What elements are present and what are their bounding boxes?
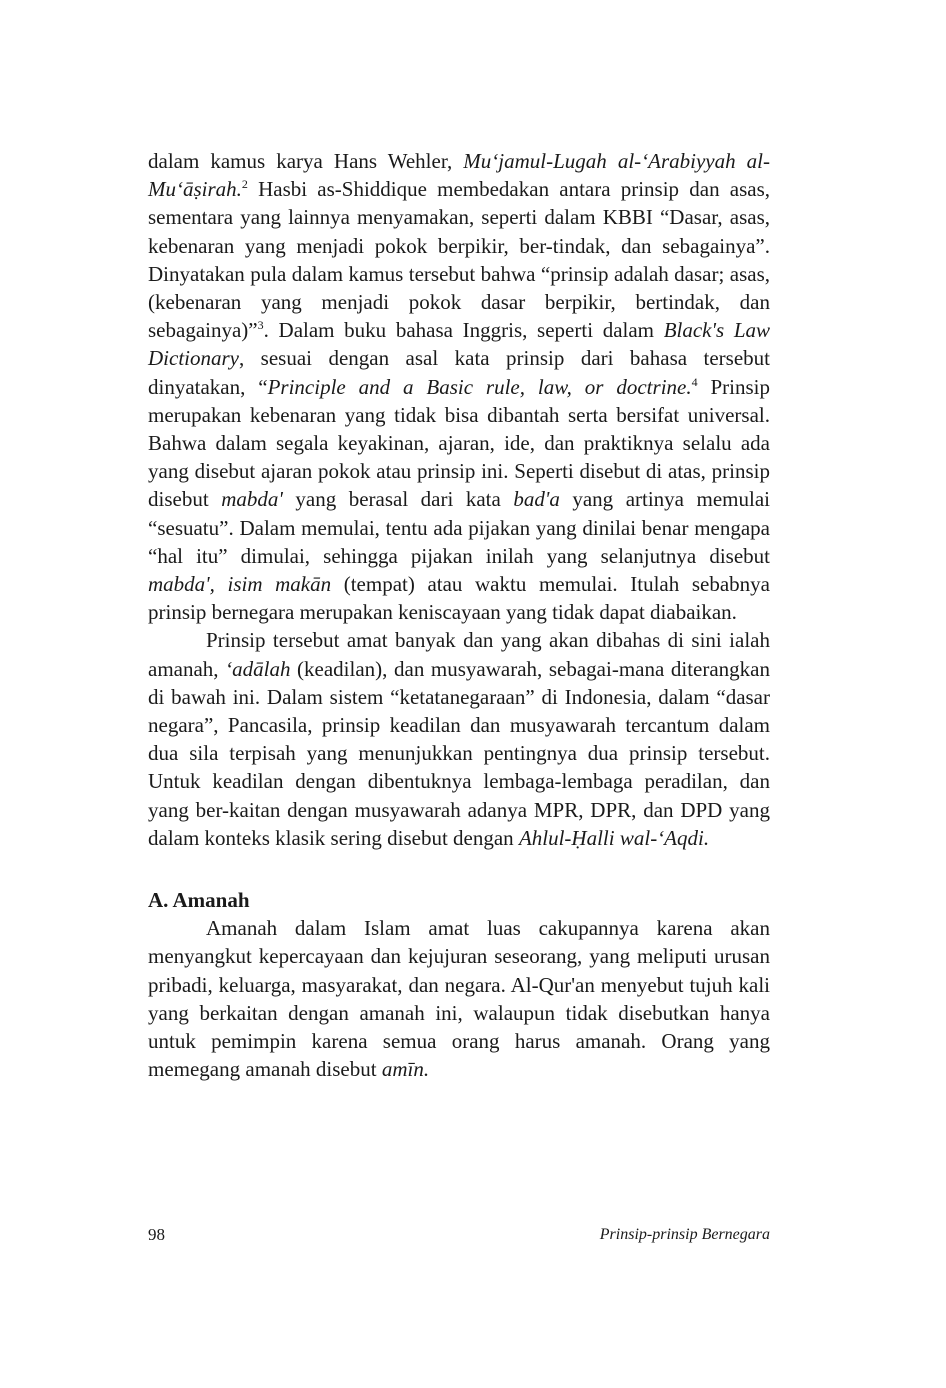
text-run: , sesuai dengan asal kata prinsip dari bahasa tersebut dinyatakan, “ [148,346,770,399]
italic-term: mabda', isim makān [148,572,332,597]
body-text [148,147,770,1084]
footnote-ref: 2 [241,177,248,192]
italic-term: ‘adālah [225,656,291,681]
text-run: (tempat) atau waktu memulai. Itulah sebabnya prinsip bernegara merupakan keniscayaan yang tidak dapat diabaikan. [148,572,770,625]
text-run: Prinsip tersebut amat banyak dan yang akan dibahas di sini ialah amanah, [148,628,770,681]
text-run: . Dalam buku bahasa Inggris, seperti dalam [263,318,664,343]
page-number: 98 [148,1225,165,1244]
paragraph-1 [148,147,770,626]
italic-term: Principle and a Basic rule, law, or doctrine. [267,374,692,399]
italic-term: amīn. [381,1057,430,1082]
text-run: Prinsip merupakan kebenaran yang tidak bisa dibantah serta bersifat universal. Bahwa dalam segala keyakinan, ajaran, ide, dan praktiknya selalu ada yang disebut ajaran pokok atau prinsip ini. Seperti disebut di atas, prinsip disebut [148,374,771,512]
text-run: Amanah dalam Islam amat luas cakupannya karena akan menyangkut kepercayaan dan kejujuran seseorang, yang meliputi urusan pribadi, keluarga, masyarakat, dan negara. Al-Qur'an menyebut tujuh kali yang berkaitan dengan amanah ini, walaupun tidak disebutkan hanya untuk pemimpin karena semua orang harus amanah. Orang yang memegang amanah disebut [148,916,770,1082]
section-heading: A. Amanah [148,888,250,913]
italic-term: mabda' [221,487,283,512]
text-run: yang artinya memulai “sesuatu”. Dalam memulai, tentu ada pijakan yang dinilai benar mengapa “hal itu” dimulai, sehingga pijakan inilah yang selanjutnya disebut [148,487,770,568]
italic-term: bad'a [513,487,560,512]
footnote-ref: 4 [691,374,698,389]
text-run: dalam kamus karya Hans Wehler, [148,149,464,173]
italic-term: Ahlul-Ḥalli wal-‘Aqdi. [518,825,710,850]
text-run: Hasbi as-Shiddique membedakan antara prinsip dan asas, sementara yang lainnya menyamakan, seperti dalam KBBI “Dasar, asas, kebenaran yang menjadi pokok berpikir, ber-tindak, dan sebagainya”. Dinyatakan pula dalam kamus tersebut bahwa “prinsip adalah dasar; asas, (kebenaran yang menjadi pokok dasar berpikir, bertindak, dan sebagainya)” [148,177,770,343]
footnote-ref: 3 [257,318,264,333]
running-title: Prinsip-prinsip Bernegara [599,1226,770,1243]
text-run: (keadilan), dan musyawarah, sebagai-mana diterangkan di bawah ini. Dalam sistem “ketatanegaraan” di Indonesia, dalam “dasar negara”, Pancasila, prinsip keadilan dan musyawarah tercantum dalam dua sila terpisah yang menunjukkan pentingnya dua prinsip tersebut. Untuk keadilan dengan dibentuknya lembaga-lembaga peradilan, dan yang ber-kaitan dengan musyawarah adanya MPR, DPR, dan DPD yang dalam konteks klasik sering disebut dengan [148,656,771,850]
italic-term: Mu‘jamul-Lugah al-‘Arabiyyah al-Mu‘āṣirah. [148,149,770,202]
text-run: yang berasal dari kata [282,487,514,512]
paragraph-2 [148,626,770,852]
italic-term: Black's Law Dictionary [148,318,771,371]
paragraph-3 [148,914,770,1083]
